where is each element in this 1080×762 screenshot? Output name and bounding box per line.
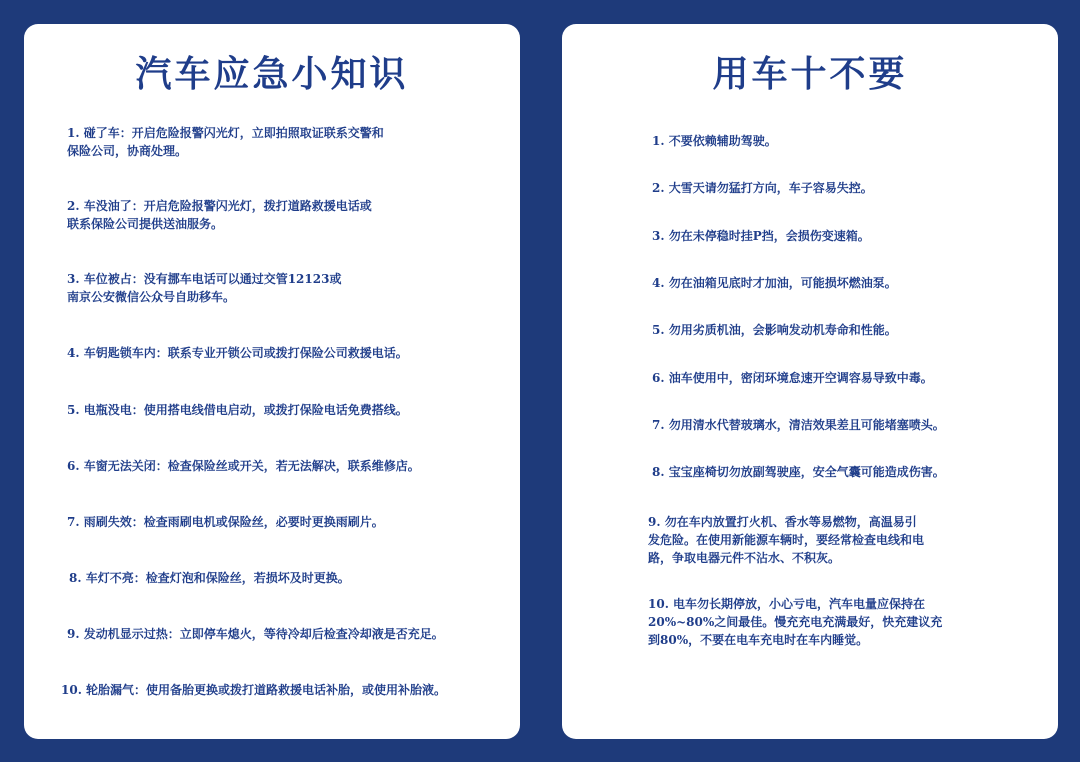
tip-line: 1. 碰了车：开启危险报警闪光灯，立即拍照取证联系交警和: [67, 126, 384, 140]
dont-list-item: [648, 513, 924, 567]
tip-line: 10. 轮胎漏气：使用备胎更换或拨打道路救援电话补胎，或使用补胎液。: [61, 683, 447, 697]
emergency-tip-item: [67, 197, 372, 233]
emergency-tip-item: [67, 401, 408, 419]
dont-line: 4. 勿在油箱见底时才加油，可能损坏燃油泵。: [652, 276, 897, 290]
tip-line: 4. 车钥匙锁车内：联系专业开锁公司或拨打保险公司救援电话。: [67, 346, 408, 360]
dont-line: 7. 勿用清水代替玻璃水，清洁效果差且可能堵塞喷头。: [652, 418, 945, 432]
car-dont-list-card: [562, 24, 1058, 739]
tip-line: 6. 车窗无法关闭：检查保险丝或开关，若无法解决，联系维修店。: [67, 459, 420, 473]
dont-line: 10. 电车勿长期停放，小心亏电，汽车电量应保持在: [648, 597, 926, 611]
dont-line: 到80%，不要在电车充电时在车内睡觉。: [648, 633, 869, 647]
dont-list-item: [648, 595, 942, 649]
dont-list-item: [652, 369, 933, 387]
emergency-tip-item: [67, 457, 420, 475]
dont-line: 8. 宝宝座椅切勿放副驾驶座，安全气囊可能造成伤害。: [652, 465, 945, 479]
emergency-tip-item: [61, 681, 446, 699]
dont-list-item: [652, 227, 870, 245]
tip-line: 联系保险公司提供送油服务。: [67, 217, 224, 231]
tip-line: 5. 电瓶没电：使用搭电线借电启动，或拨打保险电话免费搭线。: [67, 403, 408, 417]
dont-line: 20%~80%之间最佳。慢充充电充满最好，快充建议充: [648, 615, 943, 629]
dont-line: 3. 勿在未停稳时挂P挡，会损伤变速箱。: [652, 229, 870, 243]
emergency-tip-item: [67, 270, 341, 306]
emergency-tip-item: [67, 344, 408, 362]
dont-line: 2. 大雪天请勿猛打方向，车子容易失控。: [652, 181, 873, 195]
dont-list-item: [652, 132, 777, 150]
dont-list-item: [652, 463, 945, 481]
emergency-tip-item: [69, 569, 350, 587]
dont-list-item: [652, 321, 897, 339]
tip-line: 南京公安微信公众号自助移车。: [67, 290, 236, 304]
emergency-tips-title: 汽车应急小知识: [135, 53, 409, 95]
dont-line: 1. 不要依赖辅助驾驶。: [652, 134, 777, 148]
dont-line: 发危险。在使用新能源车辆时，要经常检查电线和电: [648, 533, 925, 547]
dont-list-item: [652, 179, 873, 197]
tip-line: 9. 发动机显示过热：立即停车熄火，等待冷却后检查冷却液是否充足。: [67, 627, 444, 641]
tip-line: 3. 车位被占：没有挪车电话可以通过交管12123或: [67, 272, 342, 286]
dont-line: 5. 勿用劣质机油，会影响发动机寿命和性能。: [652, 323, 897, 337]
tip-line: 2. 车没油了：开启危险报警闪光灯，拨打道路救援电话或: [67, 199, 372, 213]
dont-list-item: [652, 416, 945, 434]
emergency-tips-card: [24, 24, 520, 739]
car-dont-list-title: 用车十不要: [712, 53, 908, 95]
tip-line: 8. 车灯不亮：检查灯泡和保险丝，若损坏及时更换。: [69, 571, 350, 585]
dont-line: 6. 油车使用中，密闭环境怠速开空调容易导致中毒。: [652, 371, 933, 385]
emergency-tip-item: [67, 124, 384, 160]
dont-list-item: [652, 274, 897, 292]
emergency-tip-item: [67, 625, 444, 643]
tip-line: 7. 雨刷失效：检查雨刷电机或保险丝，必要时更换雨刷片。: [67, 515, 384, 529]
dont-line: 路，争取电器元件不沾水、不积灰。: [648, 551, 841, 565]
tip-line: 保险公司，协商处理。: [67, 144, 188, 158]
dont-line: 9. 勿在车内放置打火机、香水等易燃物，高温易引: [648, 515, 917, 529]
emergency-tip-item: [67, 513, 384, 531]
